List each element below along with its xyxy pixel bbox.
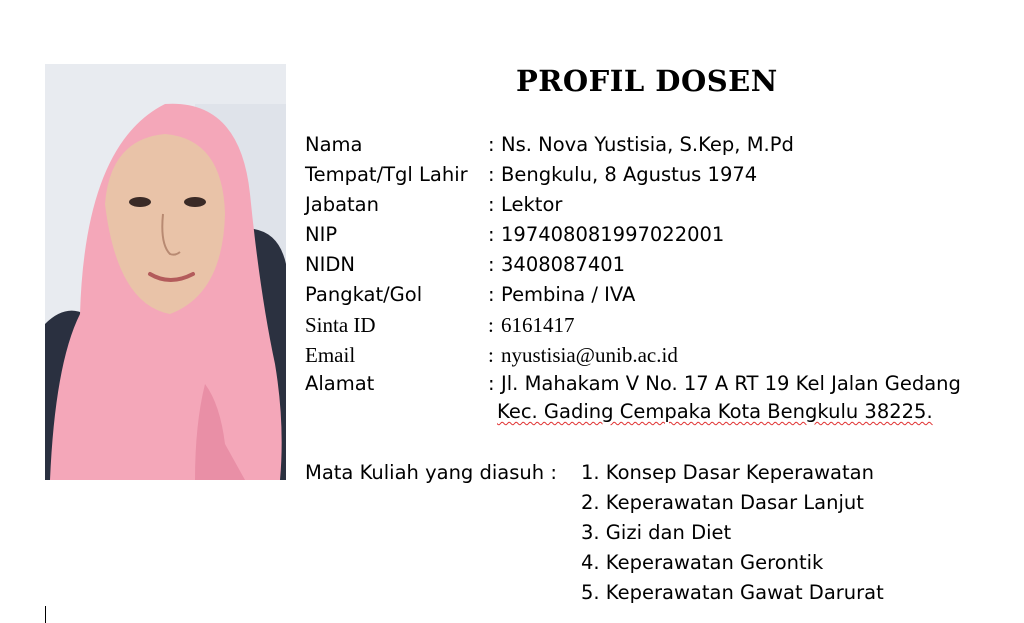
field-label: Tempat/Tgl Lahir [305,163,468,186]
field-separator: : [488,223,495,246]
course-item: 2. Keperawatan Dasar Lanjut [581,491,864,514]
field-separator: : [488,372,495,395]
field-separator: : [488,193,495,216]
field-separator: : [488,313,494,337]
field-label: NIDN [305,253,355,276]
field-value: Bengkulu, 8 Agustus 1974 [501,163,758,186]
text-cursor [45,606,46,623]
field-value: 6161417 [501,313,575,337]
course-item: 1. Konsep Dasar Keperawatan [581,461,874,484]
field-separator: : [488,283,495,306]
course-item: 3. Gizi dan Diet [581,521,732,544]
lecturer-photo [45,64,286,480]
field-label: Pangkat/Gol [305,283,423,306]
field-label: Nama [305,133,363,156]
address-line-2: Kec. Gading Cempaka Kota Bengkulu 38225. [497,400,933,423]
field-value: Pembina / IVA [501,283,636,306]
field-value: Lektor [501,193,563,216]
field-separator: : [488,343,494,367]
field-separator: : [488,163,495,186]
field-label: Email [305,343,356,367]
field-label: Alamat [305,372,375,395]
field-value: Jl. Mahakam V No. 17 A RT 19 Kel Jalan Gedang [501,372,961,395]
field-value: Ns. Nova Yustisia, S.Kep, M.Pd [501,133,794,156]
field-value: 3408087401 [501,253,626,276]
courses-label: Mata Kuliah yang diasuh : [305,461,557,484]
field-separator: : [488,133,495,156]
field-value: nyustisia@unib.ac.id [501,343,678,367]
field-separator: : [488,253,495,276]
field-label: NIP [305,223,338,246]
field-value: 197408081997022001 [501,223,725,246]
field-label: Jabatan [305,193,379,216]
field-label: Sinta ID [305,313,376,337]
page-title: PROFIL DOSEN [516,64,778,98]
course-item: 4. Keperawatan Gerontik [581,551,824,574]
course-item: 5. Keperawatan Gawat Darurat [581,581,884,604]
